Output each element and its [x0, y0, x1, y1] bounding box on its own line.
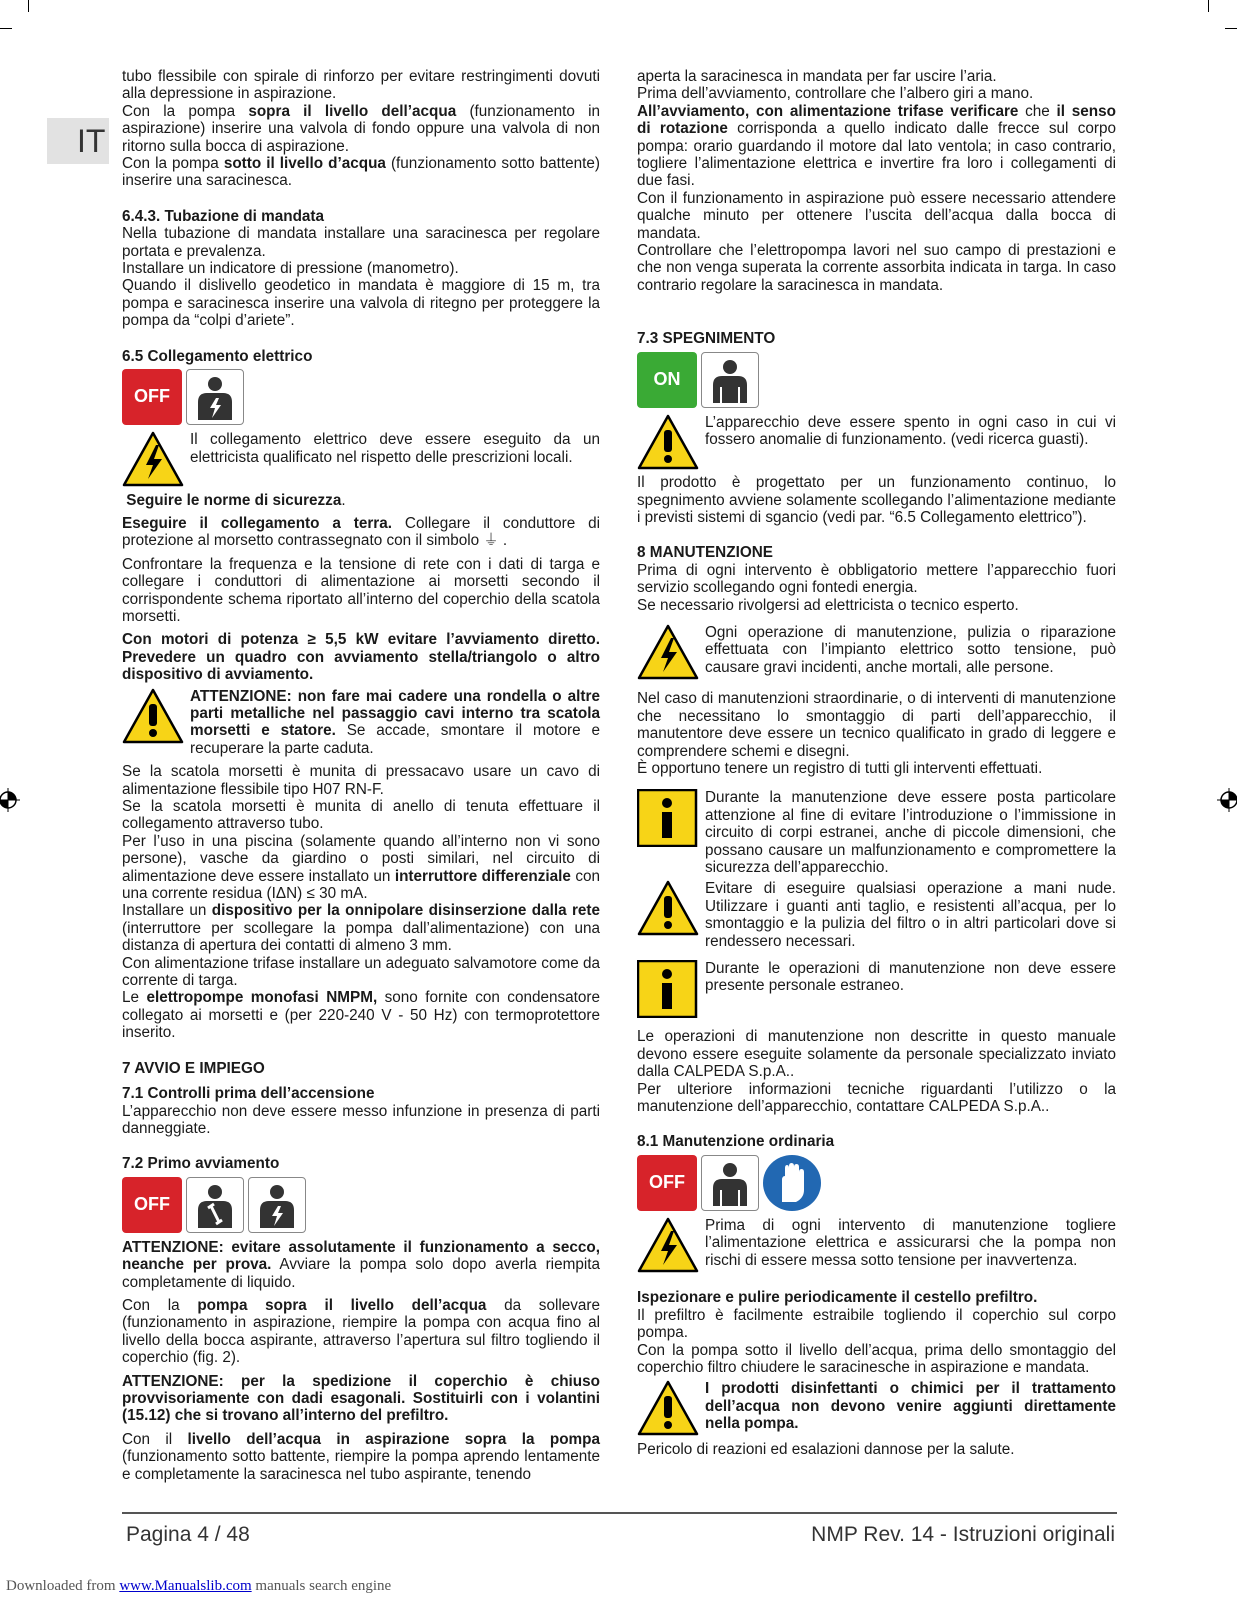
warning-block [637, 880, 1116, 950]
electrician-icon [186, 369, 244, 425]
paragraph: Con motori di potenza ≥ 5,5 kW evitare l’avviamento diretto. Prevedere un quadro con avviamento stella/triangolo o altro dispositivo di avviamento. [122, 631, 600, 684]
paragraph: Durante le operazioni di manutenzione non deve essere presente personale estraneo. [705, 960, 1116, 995]
download-prefix: Downloaded from [6, 1578, 120, 1594]
electrician-icon [248, 1177, 306, 1233]
registration-mark-icon [1217, 788, 1237, 812]
crop-mark [1208, 0, 1209, 12]
section-heading: 8 MANUTENZIONE [637, 544, 773, 562]
gloves-icon [763, 1155, 821, 1211]
paragraph: Se la scatola morsetti è munita di anello di tenuta effettuare il collegamento attraverso tubo. [122, 798, 600, 833]
paragraph: Se la scatola morsetti è munita di pressacavo usare un cavo di alimentazione flessibile tipo H07 RN-F. [122, 763, 600, 798]
footer-divider [122, 1512, 1117, 1514]
safety-icon-row [122, 1177, 600, 1233]
paragraph: Se necessario rivolgersi ad elettricista o tecnico esperto. [637, 596, 1019, 614]
paragraph: Con il livello dell’acqua in aspirazione sopra la pompa (funzionamento sotto battente, riempire la pompa aprendo lentamente e completamente la saracinesca nel tubo aspirante, tenendo [122, 1430, 601, 1483]
paragraph: Nel caso di manutenzioni straordinarie, o di interventi di manutenzione che necessitano lo smontaggio di parti dell’apparecchio, il manutentore deve essere un tecnico qualificato in grado di leggere e comprendere schemi e disegni. [637, 690, 1116, 760]
document-title: NMP Rev. 14 - Istruzioni originali [811, 1523, 1115, 1546]
warning-block [637, 414, 1116, 474]
paragraph: Controllare che l’elettropompa lavori nel suo campo di prestazioni e che non venga superata la corrente assorbita indicata in targa. In caso contrario regolare la saracinesca in mandata. [637, 242, 1116, 294]
section-heading: 7.3 SPEGNIMENTO [637, 330, 776, 348]
crop-mark [28, 0, 29, 12]
paragraph: tubo flessibile con spirale di rinforzo per evitare restringimenti dovuti alla depressione in aspirazione. [122, 68, 600, 103]
language-tab: IT [47, 118, 109, 164]
paragraph: Quando il dislivello geodetico in mandata è maggiore di 15 m, tra pompa e saracinesca inserire una valvola di ritegno per proteggere la pompa da “colpi d’ariete”. [122, 277, 600, 330]
warning-exclamation-icon [637, 414, 699, 474]
paragraph: Prima di ogni intervento è obbligatorio mettere l’apparecchio fuori servizio scollegando ogni fontedi energia. [637, 561, 1116, 597]
paragraph: Confrontare la frequenza e la tensione di rete con i dati di targa e collegare i conduttori di alimentazione ai morsetti secondo il corrispondente schema riportato all’interno del coperchio della scatola morsetti. [122, 555, 600, 625]
off-icon: OFF [637, 1155, 697, 1211]
info-block [637, 789, 1116, 876]
paragraph: Nella tubazione di mandata installare una saracinesca per regolare portata e prevalenza. [122, 225, 600, 260]
safety-icon-row [637, 352, 1116, 408]
manualslib-link[interactable]: www.Manualslib.com [119, 1578, 252, 1594]
paragraph: All’avviamento, con alimentazione trifase verificare che il senso di rotazione corrisponda a quello indicato dalle frecce sul corpo pompa: orario guardando il motore dal lato ventola; in caso contrario, togliere l’alimentazione elettrica e invertire fra loro i collegamenti di due fasi. [637, 102, 1117, 190]
paragraph: Prima dell’avviamento, controllare che l’albero giri a mano. [637, 85, 1034, 103]
paragraph: L’apparecchio non deve essere messo infunzione in presenza di parti danneggiate. [122, 1102, 600, 1137]
info-icon [637, 960, 699, 1022]
section-heading: 7 AVVIO E IMPIEGO [122, 1059, 265, 1077]
crop-mark [0, 28, 12, 29]
safety-icon-row [122, 369, 600, 425]
paragraph: Per ulteriore informazioni tecniche riguardanti l’utilizzo o la manutenzione dell’apparecchio, contattare CALPEDA S.p.A.. [637, 1080, 1116, 1116]
download-banner [6, 1578, 391, 1595]
paragraph: Eseguire il collegamento a terra. Collegare il conduttore di protezione al morsetto contrassegnato con il simbolo ⏚ . [122, 514, 600, 550]
paragraph: Installare un dispositivo per la onnipolare disinserzione dalla rete (interruttore per scollegare la pompa dall’alimentazione) con una distanza di apertura dei contatti di almeno 3 mm. [122, 902, 600, 955]
mechanic-icon [186, 1177, 244, 1233]
paragraph: Con alimentazione trifase installare un adeguato salvamotore come da corrente di targa. [122, 954, 600, 990]
paragraph: Prima di ogni intervento di manutenzione togliere l’alimentazione elettrica e assicurarsi che la pompa non rischi di essere messa sotto tensione per inavvertenza. [705, 1216, 1116, 1269]
warning-block [637, 1217, 1116, 1277]
paragraph: Il prodotto è progettato per un funzionamento continuo, lo spegnimento avviene solamente scollegando l’alimentazione mediante i previsti sistemi di sgancio (vedi par. “6.5 Collegamento elettrico”). [637, 474, 1116, 526]
paragraph: Seguire le norme di sicurezza. [126, 491, 346, 509]
paragraph: Pericolo di reazioni ed esalazioni dannose per la salute. [637, 1440, 1015, 1458]
paragraph: Installare un indicatore di pressione (manometro). [122, 260, 459, 278]
left-column [122, 68, 600, 1483]
info-icon [637, 789, 699, 851]
crop-mark [1225, 28, 1237, 29]
download-suffix: manuals search engine [251, 1578, 392, 1594]
warning-exclamation-icon [637, 880, 699, 940]
section-heading: 6.5 Collegamento elettrico [122, 347, 313, 365]
warning-block [122, 688, 600, 758]
paragraph: ATTENZIONE: non fare mai cadere una rondella o altre parti metalliche nel passaggio cavi interno tra scatola morsetti e statore. Se accade, smontare il motore e recuperare la parte caduta. [190, 687, 600, 757]
section-heading: 6.4.3. Tubazione di mandata [122, 207, 325, 225]
paragraph: Il collegamento elettrico deve essere eseguito da un elettricista qualificato nel rispetto delle prescrizioni locali. [190, 431, 600, 466]
paragraph: Ogni operazione di manutenzione, pulizia o riparazione effettuata con l’impianto elettrico sotto tensione, può causare gravi incidenti, anche mortali, alle persone. [705, 623, 1116, 676]
operator-icon [701, 352, 759, 408]
paragraph: ATTENZIONE: per la spedizione il coperchio è chiuso provvisoriamente con dadi esagonali. Sostituirli con i volantini (15.12) che si trovano all’interno del prefiltro. [122, 1372, 600, 1425]
warning-block [637, 624, 1116, 684]
paragraph: Le operazioni di manutenzione non descritte in questo manuale devono essere eseguite solamente da personale specializzato inviato dalla CALPEDA S.p.A.. [637, 1028, 1116, 1081]
paragraph: Il prefiltro è facilmente estraibile togliendo il coperchio sul corpo pompa. [637, 1306, 1116, 1342]
paragraph: aperta la saracinesca in mandata per far uscire l’aria. [637, 68, 997, 85]
paragraph: L’apparecchio deve essere spento in ogni caso in cui vi fossero anomalie di funzionamento. (vedi ricerca guasti). [705, 413, 1116, 449]
paragraph: ATTENZIONE: evitare assolutamente il funzionamento a secco, neanche per prova. Avviare la pompa solo dopo averla riempita completamente di liquido. [122, 1238, 600, 1291]
paragraph: Le elettropompe monofasi NMPM, sono fornite con condensatore collegato ai morsetti e (per 220-240 V - 50 Hz) con termoprotettore inserito. [122, 989, 600, 1042]
safety-icon-row [637, 1155, 1116, 1211]
off-icon: OFF [122, 1177, 182, 1233]
paragraph: I prodotti disinfettanti o chimici per il trattamento dell’acqua non devono venire aggiunti direttamente nella pompa. [705, 1380, 1116, 1433]
registration-mark-icon [0, 788, 20, 812]
electric-hazard-icon [122, 431, 184, 491]
warning-block [122, 431, 600, 491]
right-column [637, 68, 1116, 1458]
section-heading: 7.2 Primo avviamento [122, 1155, 280, 1173]
page-number: Pagina 4 / 48 [126, 1523, 250, 1546]
electric-hazard-icon [637, 624, 699, 684]
section-heading: 8.1 Manutenzione ordinaria [637, 1133, 835, 1151]
paragraph: Ispezionare e pulire periodicamente il cestello prefiltro. [637, 1289, 1038, 1307]
paragraph: Con la pompa sotto il livello dell’acqua, prima dello smontaggio del coperchio filtro chiudere le saracinesche in aspirazione e mandata. [637, 1341, 1116, 1376]
paragraph: Durante la manutenzione deve essere posta particolare attenzione al fine di evitare l’introduzione o l’immissione in circuito di corpi estranei, anche di piccole dimensioni, che possano causare un malfunzionamento e compromettere la sicurezza dell’apparecchio. [705, 789, 1116, 876]
paragraph: Con la pompa sopra il livello dell’acqua (funzionamento in aspirazione) inserire una valvola di fondo oppure una valvola di non ritorno sulla bocca di aspirazione. [122, 102, 600, 155]
paragraph: Evitare di eseguire qualsiasi operazione a mani nude. Utilizzare i guanti anti taglio, e resistenti all’acqua, per lo smontaggio e la pulizia del filtro o in altri particolari dove si rendessero necessari. [705, 880, 1116, 950]
paragraph: Per l’uso in una piscina (solamente quando all’interno non vi sono persone), vasche da giardino o posti similari, nel circuito di alimentazione deve essere installato un interruttore differenziale con una corrente residua (IΔN) ≤ 30 mA. [122, 832, 600, 903]
paragraph: Con il funzionamento in aspirazione può essere necessario attendere qualche minuto per ottenere l’uscita dell’acqua dalla bocca di mandata. [637, 189, 1116, 242]
info-block [637, 960, 1116, 1022]
off-icon: OFF [122, 369, 182, 425]
warning-exclamation-icon [122, 688, 184, 748]
paragraph: Con la pompa sopra il livello dell’acqua da sollevare (funzionamento in aspirazione, riempire la pompa con acqua fino al livello della bocca aspirante, attraverso l’apertura sul filtro togliendo il coperchio (fig. 2). [122, 1296, 601, 1367]
section-heading: 7.1 Controlli prima dell’accensione [122, 1085, 375, 1103]
warning-block [637, 1380, 1116, 1440]
on-icon: ON [637, 352, 697, 408]
paragraph: Con la pompa sotto il livello d’acqua (funzionamento sotto battente) inserire una saracinesca. [122, 155, 600, 190]
operator-icon [701, 1155, 759, 1211]
electric-hazard-icon [637, 1217, 699, 1277]
warning-exclamation-icon [637, 1380, 699, 1440]
paragraph: È opportuno tenere un registro di tutti gli interventi effettuati. [637, 759, 1043, 777]
